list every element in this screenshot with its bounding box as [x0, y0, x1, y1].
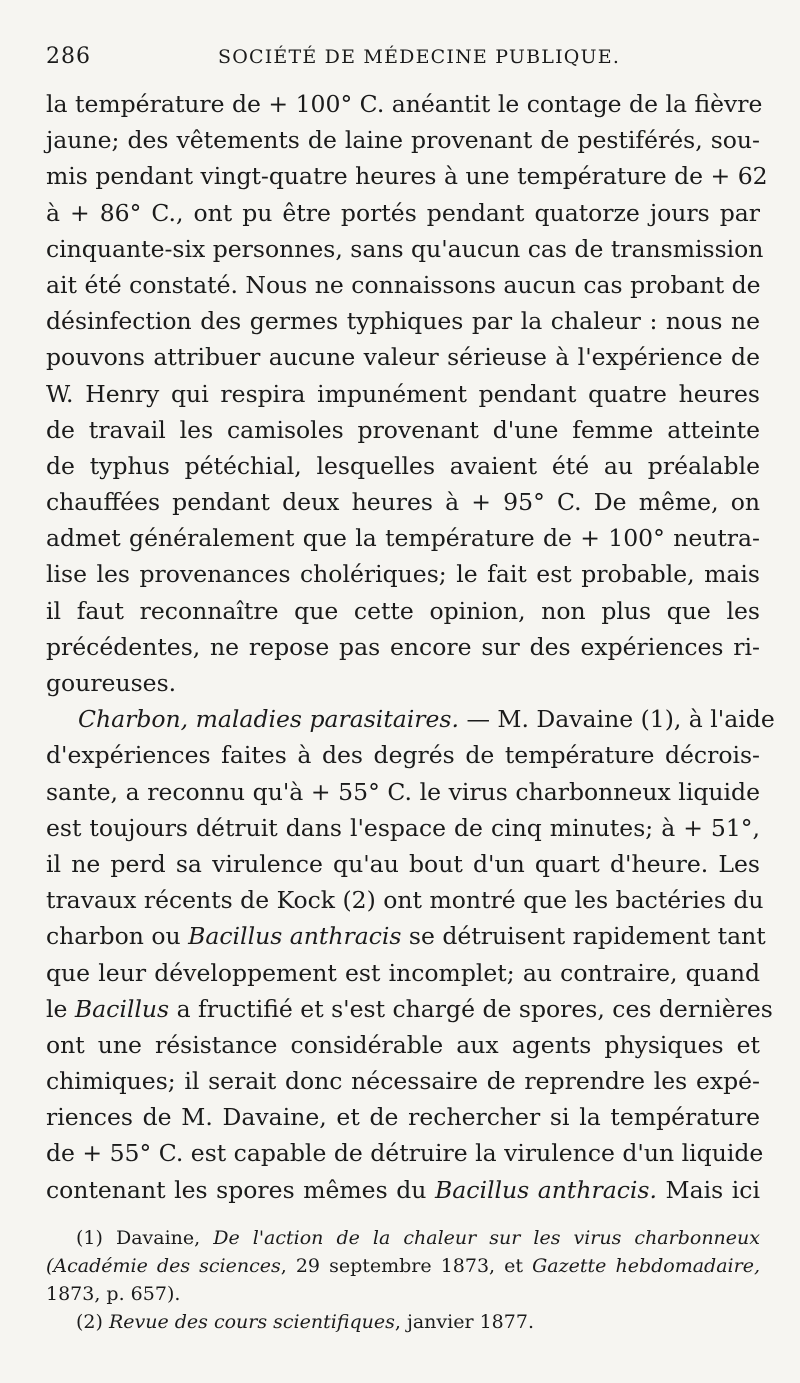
- text-fragment: , 29 septembre 1873, et: [280, 1254, 533, 1277]
- text-line: jaune; des vêtements de laine provenant de pestiférés, sou-: [46, 126, 760, 155]
- footnote-2-line: [46, 1308, 760, 1336]
- running-title: SOCIÉTÉ DE MÉDECINE PUBLIQUE.: [218, 46, 621, 68]
- text-fragment: (2): [76, 1310, 109, 1333]
- italic-term: Bacillus anthracis.: [435, 1175, 657, 1204]
- text-fragment: contenant les spores mêmes du: [46, 1175, 436, 1204]
- text-line: de travail les camisoles provenant d'une femme atteinte: [46, 415, 760, 444]
- text-fragment: se détruisent rapidement tant: [401, 922, 766, 951]
- text-line: que leur développement est incomplet; au contraire, quand: [46, 958, 760, 987]
- text-fragment: Mais ici: [656, 1175, 760, 1204]
- italic-title: Gazette hebdomadaire,: [532, 1254, 760, 1277]
- italic-title: De l'action de la chaleur sur les virus charbonneux: [213, 1226, 760, 1249]
- text-line: cinquante-six personnes, sans qu'aucun cas de transmission: [46, 234, 764, 263]
- italic-title: Revue des cours scientifiques: [108, 1310, 395, 1333]
- italic-title: (Académie des sciences: [46, 1254, 281, 1277]
- italic-term: Bacillus: [74, 994, 170, 1023]
- text-fragment: — M. Davaine (1), à l'aide: [458, 705, 775, 734]
- text-line-section-start: [46, 701, 775, 737]
- text-fragment: le: [46, 994, 75, 1023]
- text-line: chimiques; il serait donc nécessaire de reprendre les expé-: [46, 1067, 760, 1096]
- text-line: de + 55° C. est capable de détruire la virulence d'un liquide: [46, 1139, 764, 1168]
- footnotes: [46, 1224, 760, 1336]
- text-line: [46, 1172, 760, 1208]
- text-line: de typhus pétéchial, lesquelles avaient été au préalable: [46, 451, 760, 480]
- text-line: est toujours détruit dans l'espace de cinq minutes; à + 51°,: [46, 813, 760, 842]
- footnote-1-line: [46, 1252, 760, 1280]
- text-line: ont une résistance considérable aux agents physiques et: [46, 1030, 760, 1059]
- section-heading-italic: Charbon, maladies parasitaires.: [78, 705, 459, 734]
- text-fragment: (1) Davaine,: [76, 1226, 214, 1249]
- text-line: lise les provenances cholériques; le fait est probable, mais: [46, 560, 760, 589]
- text-line: admet généralement que la température de + 100° neutra-: [46, 524, 760, 553]
- footnote-1-line: 1873, p. 657).: [46, 1282, 181, 1305]
- text-line: goureuses.: [46, 669, 177, 697]
- text-line: d'expériences faites à des degrés de température décrois-: [46, 741, 760, 770]
- text-line: désinfection des germes typhiques par la chaleur : nous ne: [46, 307, 760, 336]
- page-number: 286: [46, 44, 91, 69]
- text-line: [46, 918, 766, 954]
- text-line: W. Henry qui respira impunément pendant quatre heures: [46, 379, 760, 408]
- text-line: pouvons attribuer aucune valeur sérieuse à l'expérience de: [46, 343, 760, 372]
- text-line: précédentes, ne repose pas encore sur des expériences ri-: [46, 632, 760, 661]
- text-line: à + 86° C., ont pu être portés pendant quatorze jours par: [46, 198, 760, 227]
- body-text: [46, 86, 775, 1208]
- text-line: chauffées pendant deux heures à + 95° C. De même, on: [46, 488, 760, 517]
- text-fragment: charbon ou: [46, 922, 189, 951]
- text-fragment: a fructifié et s'est chargé de spores, ces dernières: [169, 994, 773, 1023]
- text-line: [46, 991, 773, 1027]
- text-line: riences de M. Davaine, et de rechercher si la température: [46, 1103, 760, 1132]
- running-head: [46, 38, 760, 78]
- text-line: il ne perd sa virulence qu'au bout d'un quart d'heure. Les: [46, 849, 760, 878]
- text-line: la température de + 100° C. anéantit le contage de la fièvre: [46, 90, 763, 118]
- text-line: sante, a reconnu qu'à + 55° C. le virus charbonneux liquide: [46, 777, 760, 806]
- text-line: mis pendant vingt-quatre heures à une température de + 62: [46, 162, 768, 191]
- text-line: travaux récents de Kock (2) ont montré que les bactéries du: [46, 886, 764, 915]
- italic-term: Bacillus anthracis: [188, 922, 402, 951]
- text-line: il faut reconnaître que cette opinion, non plus que les: [46, 596, 760, 625]
- text-line: ait été constaté. Nous ne connaissons aucun cas probant de: [46, 270, 761, 299]
- footnote-1-line: [46, 1224, 760, 1252]
- text-fragment: , janvier 1877.: [394, 1310, 534, 1333]
